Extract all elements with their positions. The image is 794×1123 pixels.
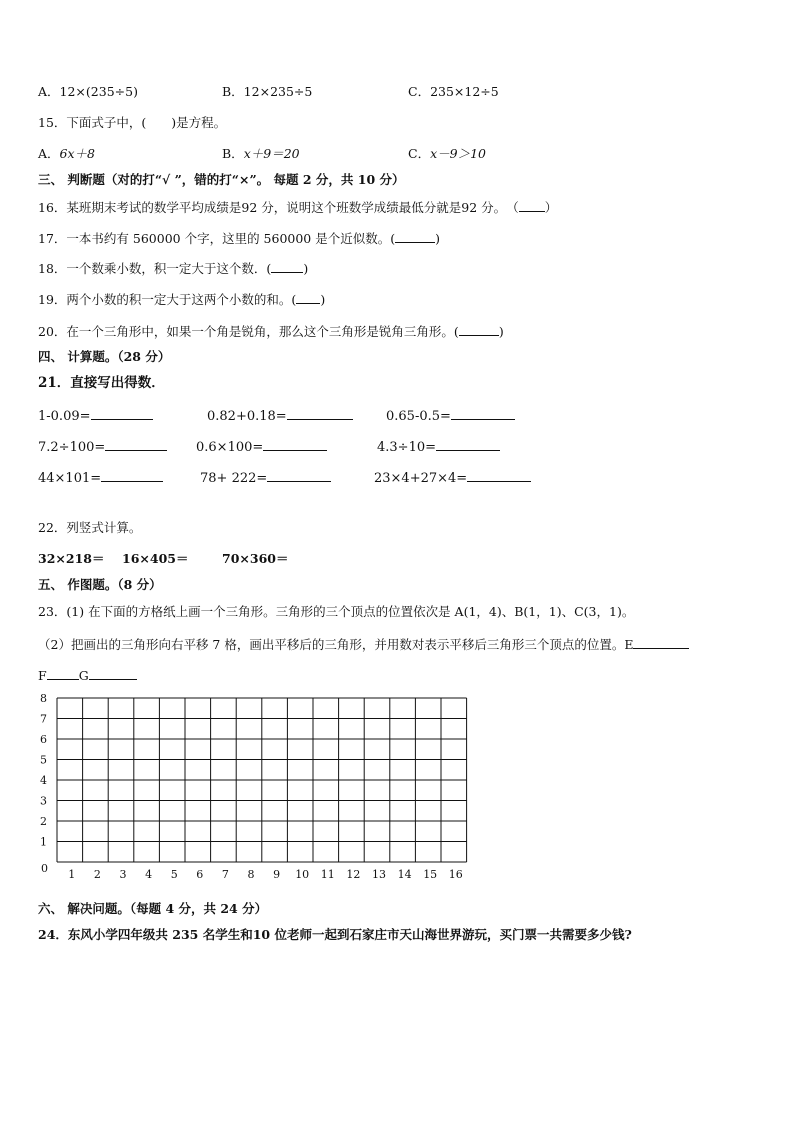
q23-fg-line	[38, 667, 137, 684]
q17	[38, 230, 440, 247]
q15-option-c-label: C．	[408, 146, 431, 161]
q17-close: )	[435, 231, 441, 246]
q23-part2	[38, 636, 689, 653]
q15-stem: 15．下面式子中，( )是方程。	[38, 115, 227, 130]
q18-close: )	[303, 261, 309, 276]
calc-item	[38, 407, 153, 425]
grid-y-label: 1	[40, 835, 47, 849]
q19-answer-blank[interactable]	[296, 291, 320, 304]
calc-expr: 23×4+27×4=	[374, 471, 468, 486]
grid-y-label: 8	[40, 694, 47, 705]
q20-text: 20．在一个三角形中，如果一个角是锐角，那么这个三角形是锐角三角形。	[38, 324, 454, 339]
grid-x-label: 4	[145, 868, 153, 881]
grid-x-label: 10	[295, 868, 310, 881]
calc-item	[207, 407, 353, 425]
q18-text: 18．一个数乘小数，积一定大于这个数．	[38, 261, 267, 276]
calc-item	[386, 407, 515, 425]
grid-x-label: 12	[346, 868, 361, 881]
calc-expr: 0.6×100=	[196, 440, 264, 455]
section5-heading: 五、 作图题。（8 分）	[38, 577, 162, 592]
q15-option-b-expr: x＋9＝20	[243, 146, 300, 161]
q24-text: 24．东风小学四年级共 235 名学生和10 位老师一起到石家庄市天山海世界游玩，买门票一共需要多少钱?	[38, 927, 632, 942]
grid-origin-label: 0	[41, 862, 48, 875]
point-g-label: G	[78, 668, 89, 683]
calc-expr: 0.82+0.18=	[207, 409, 287, 424]
q17-text: 17．一本书约有 560000 个字，这里的 560000 是个近似数。	[38, 231, 391, 246]
q15-option-a-expr: 6x＋8	[59, 146, 95, 161]
q23-part1: 23．(1) 在下面的方格纸上画一个三角形。三角形的三个顶点的位置依次是 A(1，4)、B(1，1)、C(3，1)。	[38, 604, 635, 619]
grid-x-label: 9	[273, 868, 281, 881]
calc-answer-blank[interactable]	[467, 469, 531, 482]
calc-item	[38, 438, 167, 456]
grid-x-label: 3	[119, 868, 127, 881]
calc-item	[196, 438, 327, 456]
calc-expr: 0.65-0.5=	[386, 409, 451, 424]
point-f-label: F	[38, 668, 47, 683]
q20	[38, 323, 504, 340]
grid-x-label: 5	[170, 868, 178, 881]
grid-y-label: 3	[40, 794, 47, 808]
grid-svg[interactable]	[30, 694, 475, 894]
q21-title: 21．直接写出得数．	[38, 375, 165, 391]
q18-answer-blank[interactable]	[271, 260, 303, 273]
grid-x-label: 2	[93, 868, 101, 881]
calc-answer-blank[interactable]	[267, 469, 331, 482]
grid-x-label: 15	[423, 868, 438, 881]
grid-paper[interactable]	[30, 694, 475, 894]
q19	[38, 291, 325, 308]
calc-expr: 78+ 222=	[200, 471, 268, 486]
grid-y-label: 2	[40, 815, 47, 828]
grid-x-label: 11	[320, 868, 335, 881]
q16-answer-blank[interactable]	[519, 199, 545, 212]
calc-expr: 7.2÷100=	[38, 440, 106, 455]
section4-heading: 四、 计算题。（28 分）	[38, 349, 171, 364]
grid-x-label: 1	[68, 868, 76, 881]
grid-x-label: 13	[372, 868, 386, 881]
q16-open: （	[512, 200, 519, 215]
grid-y-label: 4	[40, 774, 47, 787]
q16-text: 16．某班期末考试的数学平均成绩是92 分，说明这个班数学成绩最低分就是92 分。	[38, 200, 500, 215]
q22-title: 22．列竖式计算。	[38, 520, 142, 535]
grid-x-label: 14	[397, 868, 412, 881]
grid-x-label: 7	[221, 868, 229, 881]
grid-x-label: 6	[196, 868, 204, 881]
q16	[38, 199, 557, 216]
grid-y-label: 7	[40, 712, 47, 726]
calc-item	[38, 469, 163, 487]
calc-answer-blank[interactable]	[451, 407, 515, 420]
q15-option-b-label: B．	[222, 146, 244, 161]
q14-option-b: B．12×235÷5	[222, 84, 313, 99]
q19-text: 19．两个小数的积一定大于这两个小数的和。	[38, 292, 292, 307]
q20-open: (	[453, 324, 459, 339]
q15-option-a-label: A．	[38, 146, 60, 161]
calc-answer-blank[interactable]	[263, 438, 327, 451]
q14-option-a: A．12×(235÷5)	[38, 84, 138, 99]
calc-item	[374, 469, 531, 487]
q18-open: (	[266, 261, 272, 276]
q20-close: )	[498, 324, 504, 339]
q15-option-a	[38, 146, 95, 162]
q16-close: ）	[544, 200, 558, 215]
calc-answer-blank[interactable]	[436, 438, 500, 451]
section3-heading: 三、 判断题（对的打“√ ”，错的打“×”。 每题 2 分，共 10 分）	[38, 172, 405, 187]
q22-item: 32×218＝	[38, 551, 105, 566]
q17-open: (	[390, 231, 396, 246]
q15-option-b	[222, 146, 300, 162]
point-e-blank[interactable]	[633, 636, 689, 649]
calc-answer-blank[interactable]	[101, 469, 163, 482]
grid-y-label: 5	[40, 753, 47, 767]
q17-answer-blank[interactable]	[395, 230, 435, 243]
calc-expr: 44×101=	[38, 471, 102, 486]
q18	[38, 260, 308, 277]
q14-option-c: C．235×12÷5	[408, 84, 499, 99]
calc-item	[377, 438, 500, 456]
q22-item: 70×360＝	[222, 551, 289, 566]
calc-answer-blank[interactable]	[91, 407, 153, 420]
point-g-blank[interactable]	[89, 667, 137, 680]
q19-open: (	[291, 292, 297, 307]
q19-close: )	[320, 292, 326, 307]
q20-answer-blank[interactable]	[459, 323, 499, 336]
section6-heading: 六、 解决问题。（每题 4 分，共 24 分）	[38, 901, 268, 916]
q15-option-c-expr: x－9＞10	[430, 146, 486, 161]
point-f-blank[interactable]	[47, 667, 79, 680]
grid-x-label: 8	[247, 868, 255, 881]
calc-expr: 1-0.09=	[38, 409, 91, 424]
q22-item: 16×405＝	[122, 551, 189, 566]
calc-expr: 4.3÷10=	[377, 440, 437, 455]
calc-answer-blank[interactable]	[287, 407, 353, 420]
q15-option-c	[408, 146, 486, 162]
calc-item	[200, 469, 331, 487]
grid-x-label: 16	[448, 868, 463, 881]
calc-answer-blank[interactable]	[105, 438, 167, 451]
grid-y-label: 6	[40, 733, 47, 746]
q23-part2-text: （2）把画出的三角形向右平移 7 格，画出平移后的三角形，并用数对表示平移后三角形三个顶点的位置。E	[38, 637, 634, 652]
